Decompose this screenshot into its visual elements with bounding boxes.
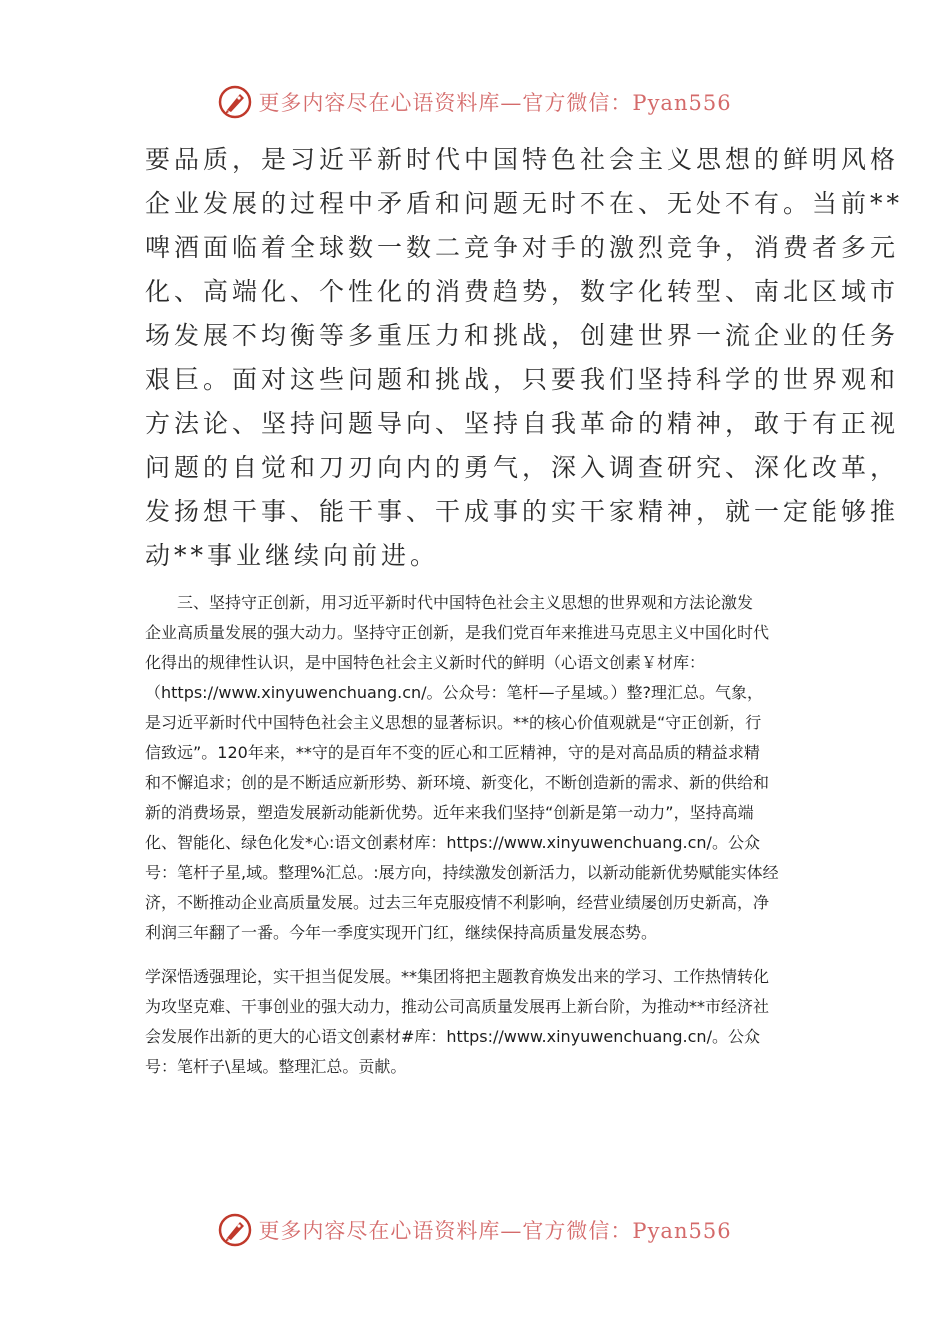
text-line: 信致远”。120年来，**守的是百年不变的匠心和工匠精神，守的是对高品质的精益求精 [145,743,760,762]
text-line: （https://www.xinyuwenchuang.cn/。公众号：笔杆—子星域。）整?理汇总。气象， [145,683,764,702]
text-line: 啤酒面临着全球数一数二竞争对手的激烈竞争，消费者多元 [145,233,900,262]
text-line: 艰巨。面对这些问题和挑战，只要我们坚持科学的世界观和 [145,365,900,394]
text-line: 号：笔杆子\星域。整理汇总。贡献。 [145,1057,407,1076]
text-line: 三、坚持守正创新，用习近平新时代中国特色社会主义思想的世界观和方法论激发 [145,593,754,612]
text-line: 济，不断推动企业高质量发展。过去三年克服疫情不利影响，经营业绩屡创历史新高，净 [145,893,770,912]
pen-nib-logo-icon [218,1213,252,1247]
text-line: 企业高质量发展的强大动力。坚持守正创新，是我们党百年来推进马克思主义中国化时代 [145,623,770,642]
pen-nib-logo-icon [218,85,252,119]
header-banner-text: 更多内容尽在心语资料库—官方微信：Pyan556 [258,91,732,115]
footer-banner-text: 更多内容尽在心语资料库—官方微信：Pyan556 [258,1219,732,1243]
text-line: 方法论、坚持问题导向、坚持自我革命的精神，敢于有正视 [145,409,900,438]
text-line: 和不懈追求；创的是不断适应新形势、新环境、新变化，不断创造新的需求、新的供给和 [145,773,770,792]
text-line: 为攻坚克难、干事创业的强大动力，推动公司高质量发展再上新台阶，为推动**市经济社 [145,997,770,1016]
text-line: 学深悟透强理论，实干担当促发展。**集团将把主题教育焕发出来的学习、工作热情转化 [145,967,770,986]
text-line: 问题的自觉和刀刃向内的勇气，深入调查研究、深化改革， [145,453,900,482]
text-line: 企业发展的过程中矛盾和问题无时不在、无处不有。当前** [145,189,904,218]
text-line: 会发展作出新的更大的心语文创素材#库：https://www.xinyuwenchuang.cn/。公众 [145,1027,760,1046]
paragraph-section-three [145,588,815,948]
text-line: 号：笔杆子星,域。整理%汇总。:展方向，持续激发创新活力，以新动能新优势赋能实体经 [145,863,779,882]
small-text-block [145,588,815,1082]
text-line: 化得出的规律性认识，是中国特色社会主义新时代的鲜明（心语文创素￥材库： [145,653,706,672]
large-text-block [145,138,904,578]
header-banner [0,82,950,122]
text-line: 发扬想干事、能干事、干成事的实干家精神，就一定能够推 [145,497,900,526]
paragraph-conclusion [145,962,815,1082]
text-line: 动**事业继续向前进。 [145,541,440,570]
text-line: 化、智能化、绿色化发*心:语文创素材库：https://www.xinyuwenchuang.cn/。公众 [145,833,760,852]
text-line: 场发展不均衡等多重压力和挑战，创建世界一流企业的任务 [145,321,900,350]
text-line: 利润三年翻了一番。今年一季度实现开门红，继续保持高质量发展态势。 [145,923,658,942]
footer-banner [0,1210,950,1250]
text-line: 新的消费场景，塑造发展新动能新优势。近年来我们坚持“创新是第一动力”，坚持高端 [145,803,754,822]
text-line: 要品质，是习近平新时代中国特色社会主义思想的鲜明风格 [145,145,900,174]
text-line: 是习近平新时代中国特色社会主义思想的显著标识。**的核心价值观就是“守正创新，行 [145,713,762,732]
text-line: 化、高端化、个性化的消费趋势，数字化转型、南北区域市 [145,277,900,306]
